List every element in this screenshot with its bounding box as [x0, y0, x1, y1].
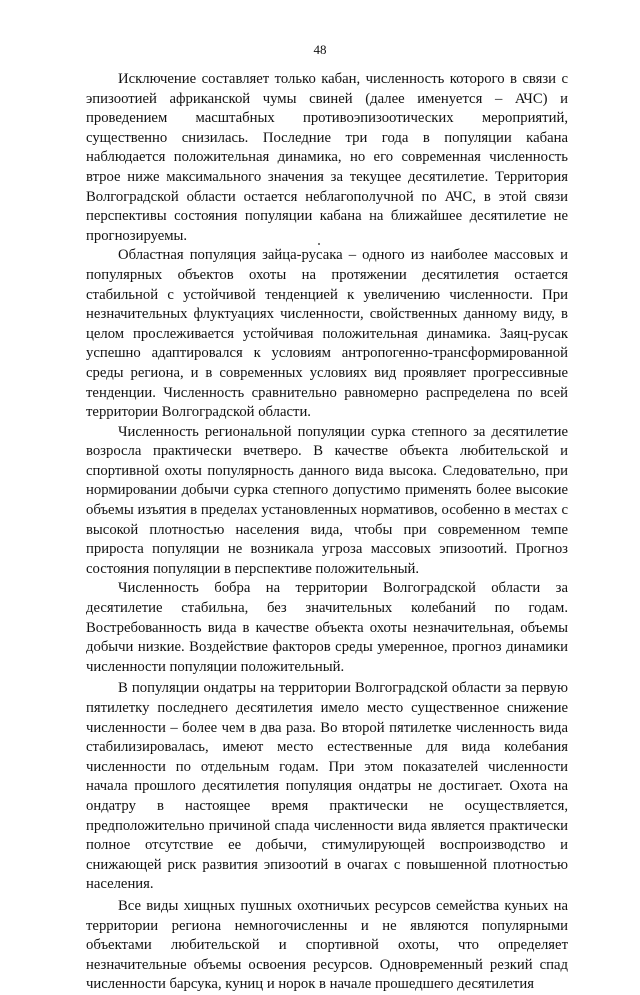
- document-body: [86, 70, 568, 995]
- paragraph-wild-boar: Исключение составляет только кабан, численность которого в связи с эпизоотией африканской чумы свиней (далее именуется – АЧС) и проведением масштабных противоэпизоотических мероприятий, существенно снизилась. Последние три года в популяции кабана наблюдается положительная динамика, но его современная численность втрое ниже максимального значения за текущее десятилетие. Территория Волгоградской области остается неблагополучной по АЧС, в этой связи перспективы состояния популяции кабана на ближайшее десятилетие не прогнозируемы.: [86, 71, 568, 244]
- paragraph-muskrat: В популяции ондатры на территории Волгоградской области за первую пятилетку последнего десятилетия имело место существенное снижение численности – более чем в два раза. Во второй пятилетке численность вида стабилизировалась, имеют место естественные для вида колебания численности по отдельным годам. При этом показателей численности начала прошлого десятилетия популяция ондатры не достигает. Охота на ондатру в настоящее время практически не осуществляется, предположительно причиной спада численности вида является практически полное отсутствие ее добычи, стимулирующей воспроизводство и снижающей риск развития эпизоотий в очагах с повышенной плотностью населения.: [86, 680, 568, 893]
- page-number: 48: [313, 42, 327, 57]
- paragraph-hare: Областная популяция зайца-русака – одного из наиболее массовых и популярных объектов охоты на протяжении десятилетия остается стабильной с устойчивой тенденцией к увеличению численности. При незначительных флуктуациях численности, свойственных данному виду, в целом прослеживается устойчивая положительная динамика. Заяц-русак успешно адаптировался к условиям антропогенно-трансформированной среды региона, и в современных условиях вид проявляет прогрессивные тенденции. Численность сравнительно равномерно распределена по всей территории Волгоградской области.: [86, 247, 568, 421]
- paragraph-beaver: Численность бобра на территории Волгоградской области за десятилетие стабильна, без значительных колебаний по годам. Востребованность вида в качестве объекта охоты незначительная, объемы добычи низкие. Воздействие факторов среды умеренное, прогноз динамики численности популяции положительный.: [86, 580, 568, 675]
- scan-speck: [318, 243, 320, 245]
- paragraph-mustelids: Все виды хищных пушных охотничьих ресурсов семейства куньих на территории региона немногочисленны и не являются популярными объектами любительской и спортивной охоты, что определяет незначительные объемы освоения ресурсов. Одновременный резкий спад численности барсука, куниц и норок в начале прошедшего десятилетия: [86, 897, 568, 993]
- paragraph-marmot: Численность региональной популяции сурка степного за десятилетие возросла практически вчетверо. В качестве объекта любительской и спортивной охоты популярность данного вида высока. Следовательно, при нормировании добычи сурка степного допустимо применять более высокие объемы изъятия в пределах установленных нормативов, особенно в местах с высокой плотностью населения вида, чтобы при современном темпе прироста популяции не возникала угроза массовых эпизоотий. Прогноз состояния популяции в перспективе положительный.: [86, 423, 568, 577]
